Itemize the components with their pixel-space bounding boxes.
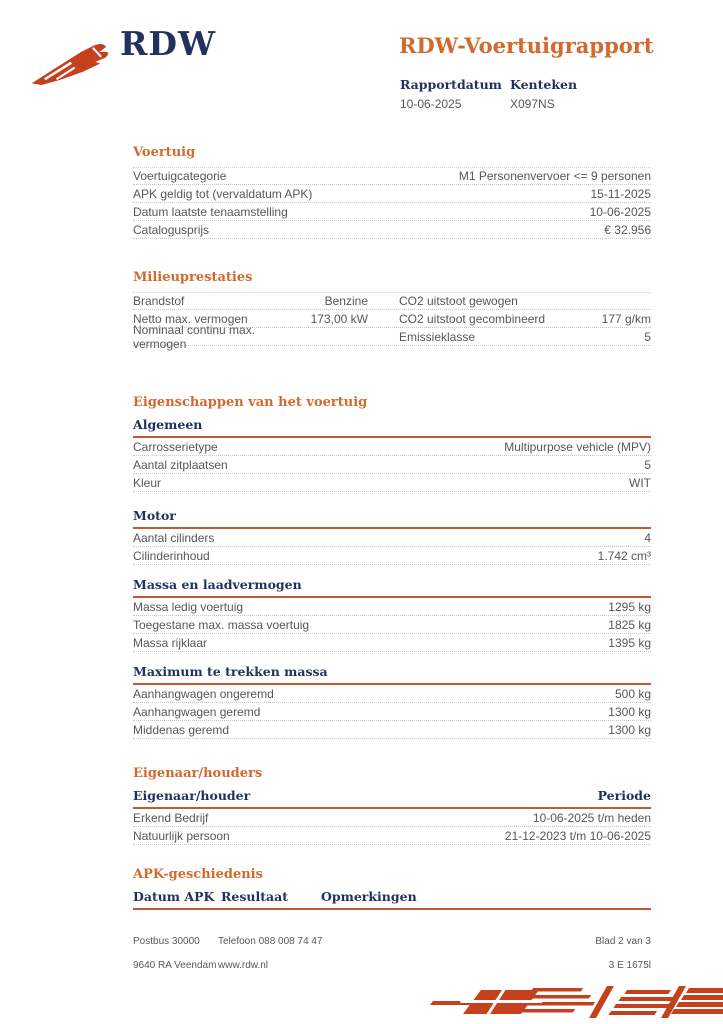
row-label: Middenas geremd xyxy=(133,722,230,737)
column-header-period: Periode xyxy=(597,788,651,803)
report-date-label: Rapportdatum xyxy=(400,77,502,92)
section-voertuig xyxy=(133,145,651,239)
row-label: Catalogusprijs xyxy=(133,222,210,237)
subsection-motor xyxy=(133,508,651,565)
subsection-algemeen xyxy=(133,417,651,492)
section-heading-voertuig: Voertuig xyxy=(133,145,196,160)
row-label: Brandstof xyxy=(133,294,185,308)
subsection-trekken-massa xyxy=(133,664,651,739)
table-row xyxy=(133,634,651,652)
section-heading-eigenschappen: Eigenschappen van het voertuig xyxy=(133,395,368,410)
row-value: 5 xyxy=(644,457,651,472)
row-label: Aantal cilinders xyxy=(133,530,215,545)
decorative-stripes-graphic xyxy=(415,982,723,1024)
row-label: Massa ledig voertuig xyxy=(133,599,244,614)
row-value: 4 xyxy=(644,530,651,545)
row-value: 1825 kg xyxy=(608,617,651,632)
row-value: 177 g/km xyxy=(601,311,651,326)
row-label: Aanhangwagen geremd xyxy=(133,704,261,719)
report-date-block xyxy=(400,77,510,111)
report-date-value: 10-06-2025 xyxy=(400,97,462,111)
report-meta xyxy=(400,77,620,111)
footer-form-code: 3 E 1675l xyxy=(608,960,651,971)
row-label: Nominaal continu max. vermogen xyxy=(133,322,256,351)
row-value: 1395 kg xyxy=(608,635,651,650)
table-row xyxy=(133,685,651,703)
subsection-heading-algemeen: Algemeen xyxy=(133,417,651,438)
row-label: Cilinderinhoud xyxy=(133,548,210,563)
subsection-heading-trekken-massa: Maximum te trekken massa xyxy=(133,664,651,685)
row-label: Netto max. vermogen xyxy=(133,311,248,326)
table-row xyxy=(133,438,651,456)
table-row xyxy=(133,167,651,185)
footer-address-line1: Postbus 30000 xyxy=(133,936,200,947)
report-content xyxy=(133,145,651,910)
row-value: 5 xyxy=(644,329,651,344)
rdw-wing-logo-icon xyxy=(30,34,116,88)
table-row xyxy=(133,721,651,739)
subsection-massa xyxy=(133,577,651,652)
section-eigenaar xyxy=(133,766,651,845)
row-label: Massa rijklaar xyxy=(133,635,208,650)
table-row xyxy=(133,203,651,221)
table-row xyxy=(133,292,651,310)
footer-row xyxy=(133,936,651,947)
section-eigenschappen xyxy=(133,395,651,739)
subsection-heading-massa: Massa en laadvermogen xyxy=(133,577,651,598)
row-label: Aantal zitplaatsen xyxy=(133,457,228,472)
license-plate-value: X097NS xyxy=(510,97,555,111)
row-value: 1300 kg xyxy=(608,704,651,719)
table-row xyxy=(133,616,651,634)
row-value: 1295 kg xyxy=(608,599,651,614)
row-label: Carrosserietype xyxy=(133,439,218,454)
row-value: Multipurpose vehicle (MPV) xyxy=(504,439,651,454)
column-header-owner: Eigenaar/houder xyxy=(133,788,251,803)
section-apk-geschiedenis xyxy=(133,867,651,910)
row-value: WIT xyxy=(629,475,651,490)
row-label: Toegestane max. massa voertuig xyxy=(133,617,310,632)
section-milieuprestaties xyxy=(133,270,651,351)
row-value: Benzine xyxy=(324,294,368,308)
column-header-datum-apk: Datum APK xyxy=(133,889,215,904)
table-row xyxy=(133,322,651,351)
column-header-opmerkingen: Opmerkingen xyxy=(321,889,417,904)
table-row xyxy=(133,827,651,845)
row-label: Kleur xyxy=(133,475,162,490)
table-row xyxy=(133,598,651,616)
footer-address-line2: 9640 RA Veendam xyxy=(133,960,217,971)
row-value: 500 kg xyxy=(614,686,651,701)
row-label: CO2 uitstoot gecombineerd xyxy=(399,311,546,326)
license-plate-label: Kenteken xyxy=(510,77,578,92)
row-value: 1.742 cm³ xyxy=(597,548,651,563)
table-row xyxy=(133,809,651,827)
table-row xyxy=(133,474,651,492)
row-label: APK geldig tot (vervaldatum APK) xyxy=(133,186,313,201)
row-label: Datum laatste tenaamstelling xyxy=(133,204,288,219)
table-row xyxy=(133,547,651,565)
footer-page-indicator: Blad 2 van 3 xyxy=(595,936,651,947)
table-row xyxy=(133,703,651,721)
row-label: Voertuigcategorie xyxy=(133,169,227,183)
table-row xyxy=(133,456,651,474)
table-row xyxy=(133,185,651,203)
row-label: CO2 uitstoot gewogen xyxy=(399,294,518,308)
apk-table-header xyxy=(133,889,651,910)
rdw-logo-text: RDW xyxy=(120,24,217,63)
section-heading-apk: APK-geschiedenis xyxy=(133,867,263,882)
row-label: Aanhangwagen ongeremd xyxy=(133,686,274,701)
owner-table-header xyxy=(133,788,651,809)
footer-website: www.rdw.nl xyxy=(218,960,269,971)
row-value: 173,00 kW xyxy=(310,311,368,326)
license-plate-block xyxy=(510,77,620,111)
row-label: Emissieklasse xyxy=(399,329,476,344)
row-value: 10-06-2025 t/m heden xyxy=(532,810,651,825)
row-value: 21-12-2023 t/m 10-06-2025 xyxy=(504,828,651,843)
table-row xyxy=(133,221,651,239)
row-label: Natuurlijk persoon xyxy=(133,828,230,843)
row-value: € 32.956 xyxy=(604,222,651,237)
footer-phone: Telefoon 088 008 74 47 xyxy=(218,936,323,947)
page-title: RDW-Voertuigrapport xyxy=(399,33,654,58)
column-header-resultaat: Resultaat xyxy=(221,889,288,904)
section-heading-eigenaar: Eigenaar/houders xyxy=(133,766,263,781)
page-footer xyxy=(133,936,651,971)
row-value: 15-11-2025 xyxy=(590,186,651,201)
row-value: 1300 kg xyxy=(608,722,651,737)
row-label: Erkend Bedrijf xyxy=(133,810,209,825)
subsection-heading-motor: Motor xyxy=(133,508,651,529)
row-value: M1 Personenvervoer <= 9 personen xyxy=(458,169,651,183)
footer-row xyxy=(133,960,651,971)
section-heading-milieuprestaties: Milieuprestaties xyxy=(133,270,253,285)
row-value: 10-06-2025 xyxy=(589,204,651,219)
table-row xyxy=(133,529,651,547)
